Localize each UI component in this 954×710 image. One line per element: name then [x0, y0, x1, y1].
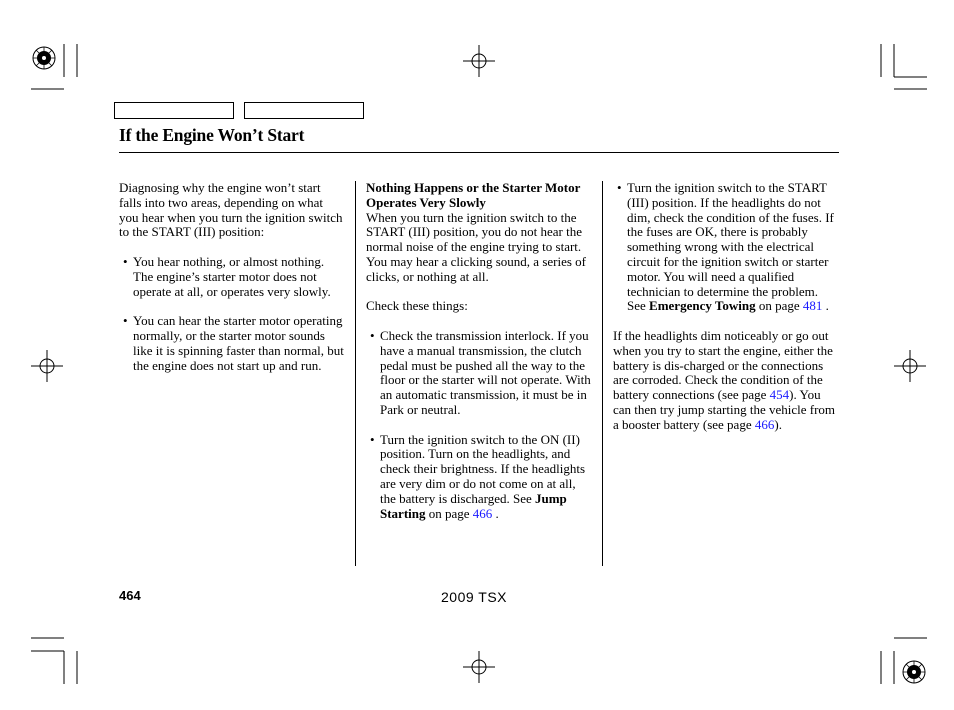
column-3 [613, 181, 839, 447]
page-link-466[interactable]: 466 [754, 416, 775, 432]
page-link-454[interactable]: 454 [769, 387, 790, 403]
col1-bullet-1: • You hear nothing, or almost nothing. The engine’s starter motor does not operate at all, or operates very slowly. [123, 253, 331, 299]
starburst-target-bottom-right [903, 661, 925, 683]
bullet-dot: • [123, 313, 128, 329]
col2-bullet-1: • Check the transmission interlock. If you have a manual transmission, the clutch pedal must be pushed all the way to the floor or the starter will not operate. With an automatic transmission, it must be in Park or neutral. [370, 327, 591, 417]
page-number: 464 [119, 588, 141, 603]
bullet-dot: • [123, 253, 128, 269]
column-2 [366, 181, 594, 536]
col3-paragraph: If the headlights dim noticeably or go out when you try to start the engine, either the battery is dis-charged or the connections are corroded. Check the condition of the battery connections (see page 454). You can then try jump starting the vehicle from a booster battery (see page 466). [613, 327, 836, 432]
bullet-dot: • [617, 180, 622, 195]
page-title: If the Engine Won’t Start [119, 125, 305, 145]
bullet-dot: • [370, 431, 375, 447]
model-label: 2009 TSX [441, 589, 508, 605]
starburst-target-top-left [33, 47, 55, 69]
col2-heading: Nothing Happens or the Starter Motor Operates Very Slowly [366, 180, 581, 210]
emergency-towing-ref: Emergency Towing [649, 298, 756, 314]
page-link-466[interactable]: 466 [472, 505, 493, 521]
column-divider-1 [355, 181, 356, 566]
col1-intro: Diagnosing why the engine won’t start falls into two areas, depending on what you hear when you turn the ignition switch to the START (III) position: [119, 180, 343, 240]
header-tab-left [114, 102, 234, 119]
col2-intro: When you turn the ignition switch to the START (III) position, you do not hear the normal noise of the engine trying to start. You may hear a clicking sound, a series of clicks, or nothing at all. [366, 209, 586, 284]
col2-bullet-2: • Turn the ignition switch to the ON (II) position. Turn on the headlights, and check their brightness. If the headlights are very dim or do not come on at all, the battery is discharged. See Jump Starting on page 466 . [370, 431, 586, 521]
jump-starting-ref: Jump Starting [380, 490, 567, 521]
page-link-481[interactable]: 481 [802, 298, 823, 314]
column-divider-2 [602, 181, 603, 566]
title-rule [119, 152, 839, 153]
col3-bullet: • Turn the ignition switch to the START (III) position. If the headlights do not dim, check the condition of the fuses. If the fuses are OK, there is probably something wrong with the electrical circuit for the ignition switch or starter motor. You will need a qualified technician to determine the problem. See Emergency Towing on page 481 . [617, 180, 834, 314]
col1-bullet-2: • You can hear the starter motor operating normally, or the starter motor sounds like it is spinning faster than normal, but the engine does not start up and run. [123, 313, 344, 373]
header-tab-right [244, 102, 364, 119]
column-1 [119, 181, 344, 388]
col2-check: Check these things: [366, 298, 468, 314]
bullet-dot: • [370, 327, 375, 343]
